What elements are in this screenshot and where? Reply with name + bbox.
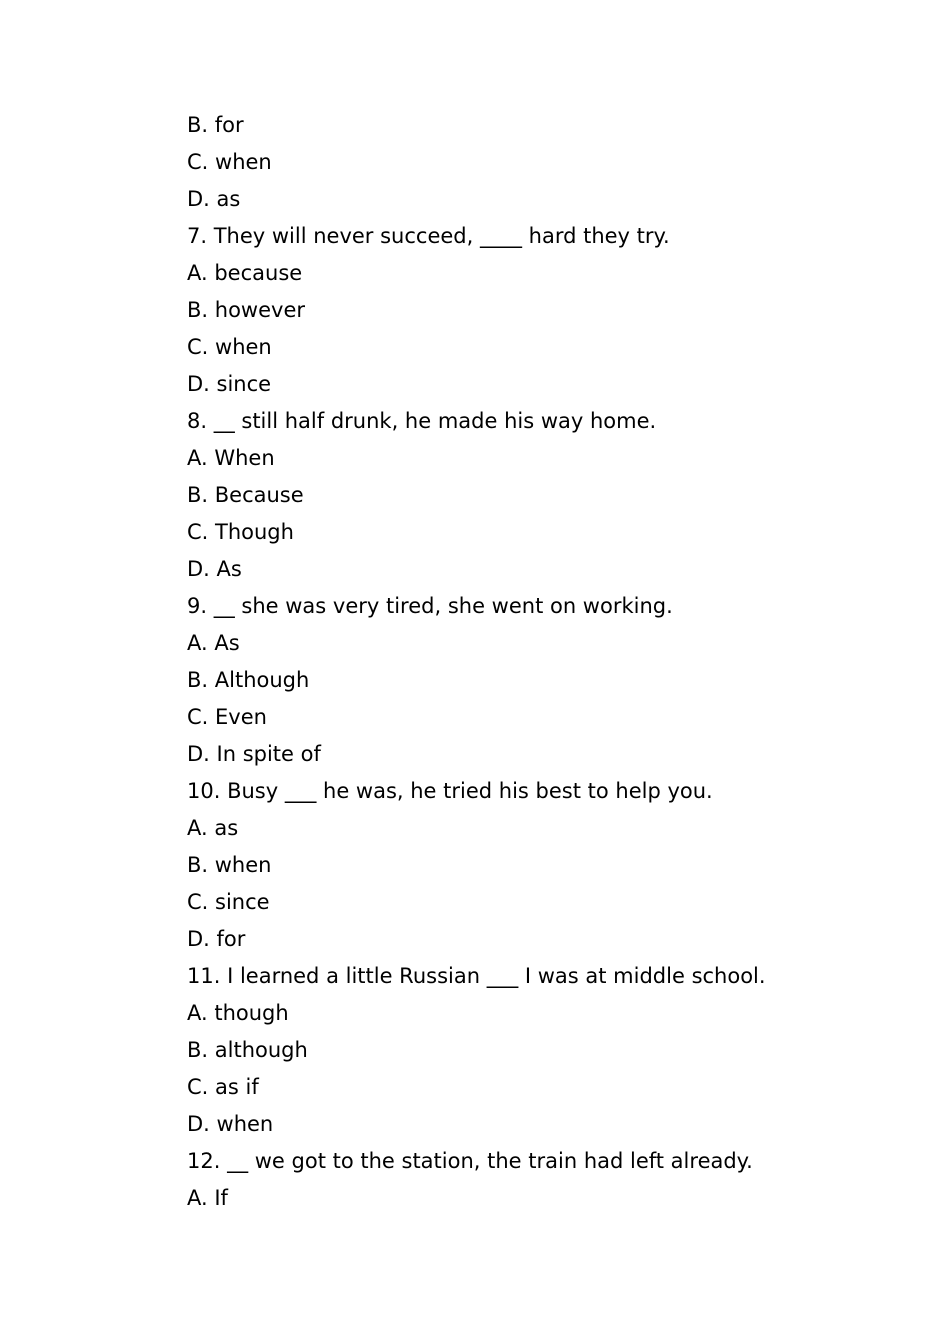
question-7: 7. They will never succeed, ____ hard they try. bbox=[187, 224, 670, 248]
option-9c: C. Even bbox=[187, 705, 267, 729]
question-10: 10. Busy ___ he was, he tried his best to help you. bbox=[187, 779, 713, 803]
option-7d: D. since bbox=[187, 372, 272, 396]
option-8a: A. When bbox=[187, 446, 275, 470]
question-9: 9. __ she was very tired, she went on working. bbox=[187, 594, 673, 618]
option-10b: B. when bbox=[187, 853, 272, 877]
option-7c: C. when bbox=[187, 335, 272, 359]
option-10d: D. for bbox=[187, 927, 246, 951]
question-text bbox=[187, 107, 887, 1217]
option-8b: B. Because bbox=[187, 483, 304, 507]
option-8c: C. Though bbox=[187, 520, 294, 544]
option-10c: C. since bbox=[187, 890, 270, 914]
option-7b: B. however bbox=[187, 298, 305, 322]
option-9d: D. In spite of bbox=[187, 742, 321, 766]
option-10a: A. as bbox=[187, 816, 239, 840]
question-8: 8. __ still half drunk, he made his way home. bbox=[187, 409, 657, 433]
option-11d: D. when bbox=[187, 1112, 274, 1136]
option-11b: B. although bbox=[187, 1038, 308, 1062]
option-8d: D. As bbox=[187, 557, 242, 581]
option-9a: A. As bbox=[187, 631, 240, 655]
option-6b: B. for bbox=[187, 113, 244, 137]
question-11: 11. I learned a little Russian ___ I was at middle school. bbox=[187, 964, 766, 988]
option-11a: A. though bbox=[187, 1001, 289, 1025]
question-12: 12. __ we got to the station, the train had left already. bbox=[187, 1149, 753, 1173]
option-9b: B. Although bbox=[187, 668, 310, 692]
option-6d: D. as bbox=[187, 187, 241, 211]
option-6c: C. when bbox=[187, 150, 272, 174]
option-11c: C. as if bbox=[187, 1075, 259, 1099]
option-7a: A. because bbox=[187, 261, 303, 285]
option-12a: A. If bbox=[187, 1186, 228, 1210]
